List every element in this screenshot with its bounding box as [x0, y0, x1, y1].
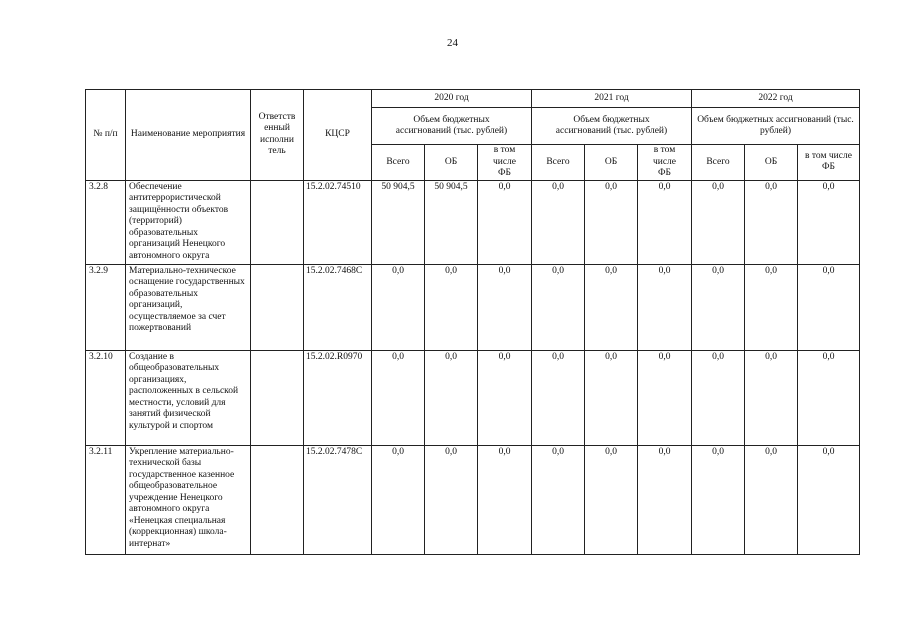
- header-group-2020: Объем бюджетных ассигнований (тыс. рублей): [372, 108, 532, 145]
- header-group-2022: Объем бюджетных ассигнований (тыс. рублей): [692, 108, 860, 145]
- value-total-2021: 0,0: [532, 180, 585, 264]
- row-name: Укрепление материально-технической базы государственное казенное общеобразовательное учреждение Ненецкого автономного округа «Ненецкая специальная (коррекционная) школа-интернат»: [126, 445, 251, 554]
- table-row: [86, 350, 860, 445]
- value-fb-2021: 0,0: [638, 264, 692, 350]
- value-fb-2022: 0,0: [798, 350, 860, 445]
- row-num: 3.2.8: [86, 180, 126, 264]
- value-ob-2020: 0,0: [425, 350, 478, 445]
- header-responsible: Ответств енный исполни тель: [251, 90, 304, 181]
- row-kcsr: 15.2.02.7468С: [304, 264, 372, 350]
- header-fb-2021: в том числе ФБ: [638, 145, 692, 181]
- header-year-2022: 2022 год: [692, 90, 860, 108]
- value-fb-2022: 0,0: [798, 445, 860, 554]
- value-total-2020: 50 904,5: [372, 180, 425, 264]
- row-responsible: [251, 445, 304, 554]
- value-total-2020: 0,0: [372, 350, 425, 445]
- header-year-2021: 2021 год: [532, 90, 692, 108]
- row-responsible: [251, 350, 304, 445]
- value-fb-2022: 0,0: [798, 180, 860, 264]
- value-total-2021: 0,0: [532, 264, 585, 350]
- value-fb-2020: 0,0: [478, 445, 532, 554]
- value-fb-2020: 0,0: [478, 264, 532, 350]
- value-fb-2022: 0,0: [798, 264, 860, 350]
- value-ob-2022: 0,0: [745, 445, 798, 554]
- value-total-2022: 0,0: [692, 180, 745, 264]
- value-total-2022: 0,0: [692, 350, 745, 445]
- value-ob-2021: 0,0: [585, 445, 638, 554]
- value-ob-2020: 0,0: [425, 445, 478, 554]
- table-row: [86, 445, 860, 554]
- row-kcsr: 15.2.02.7478С: [304, 445, 372, 554]
- row-responsible: [251, 264, 304, 350]
- row-name: Создание в общеобразовательных организациях, расположенных в сельской местности, условий для занятий физической культурой и спортом: [126, 350, 251, 445]
- value-fb-2021: 0,0: [638, 445, 692, 554]
- value-fb-2020: 0,0: [478, 180, 532, 264]
- header-kcsr: КЦСР: [304, 90, 372, 181]
- row-responsible: [251, 180, 304, 264]
- row-kcsr: 15.2.02.74510: [304, 180, 372, 264]
- value-ob-2021: 0,0: [585, 180, 638, 264]
- header-total-2021: Всего: [532, 145, 585, 181]
- row-name: Обеспечение антитеррористической защищённости объектов (территорий) образовательных организаций Ненецкого автономного округа: [126, 180, 251, 264]
- table-row: [86, 264, 860, 350]
- header-ob-2022: ОБ: [745, 145, 798, 181]
- header-fb-2022: в том числе ФБ: [798, 145, 860, 181]
- row-num: 3.2.10: [86, 350, 126, 445]
- header-name: Наименование мероприятия: [126, 90, 251, 181]
- row-num: 3.2.11: [86, 445, 126, 554]
- value-total-2020: 0,0: [372, 445, 425, 554]
- header-total-2020: Всего: [372, 145, 425, 181]
- header-num: № п/п: [86, 90, 126, 181]
- value-total-2022: 0,0: [692, 445, 745, 554]
- page-number: 24: [447, 37, 458, 49]
- value-fb-2020: 0,0: [478, 350, 532, 445]
- header-group-2021: Объем бюджетных ассигнований (тыс. рублей): [532, 108, 692, 145]
- value-ob-2022: 0,0: [745, 180, 798, 264]
- row-num: 3.2.9: [86, 264, 126, 350]
- value-ob-2020: 50 904,5: [425, 180, 478, 264]
- budget-table: [85, 89, 860, 555]
- header-fb-2020: в том числе ФБ: [478, 145, 532, 181]
- value-total-2021: 0,0: [532, 350, 585, 445]
- value-total-2020: 0,0: [372, 264, 425, 350]
- row-name: Материально-техническое оснащение государственных образовательных организаций, осуществляемое за счет пожертвований: [126, 264, 251, 350]
- header-ob-2020: ОБ: [425, 145, 478, 181]
- header-year-2020: 2020 год: [372, 90, 532, 108]
- value-total-2021: 0,0: [532, 445, 585, 554]
- value-fb-2021: 0,0: [638, 350, 692, 445]
- header-total-2022: Всего: [692, 145, 745, 181]
- value-ob-2021: 0,0: [585, 350, 638, 445]
- value-fb-2021: 0,0: [638, 180, 692, 264]
- value-ob-2022: 0,0: [745, 264, 798, 350]
- table-row: [86, 180, 860, 264]
- value-ob-2020: 0,0: [425, 264, 478, 350]
- header-ob-2021: ОБ: [585, 145, 638, 181]
- value-ob-2022: 0,0: [745, 350, 798, 445]
- value-total-2022: 0,0: [692, 264, 745, 350]
- value-ob-2021: 0,0: [585, 264, 638, 350]
- row-kcsr: 15.2.02.R0970: [304, 350, 372, 445]
